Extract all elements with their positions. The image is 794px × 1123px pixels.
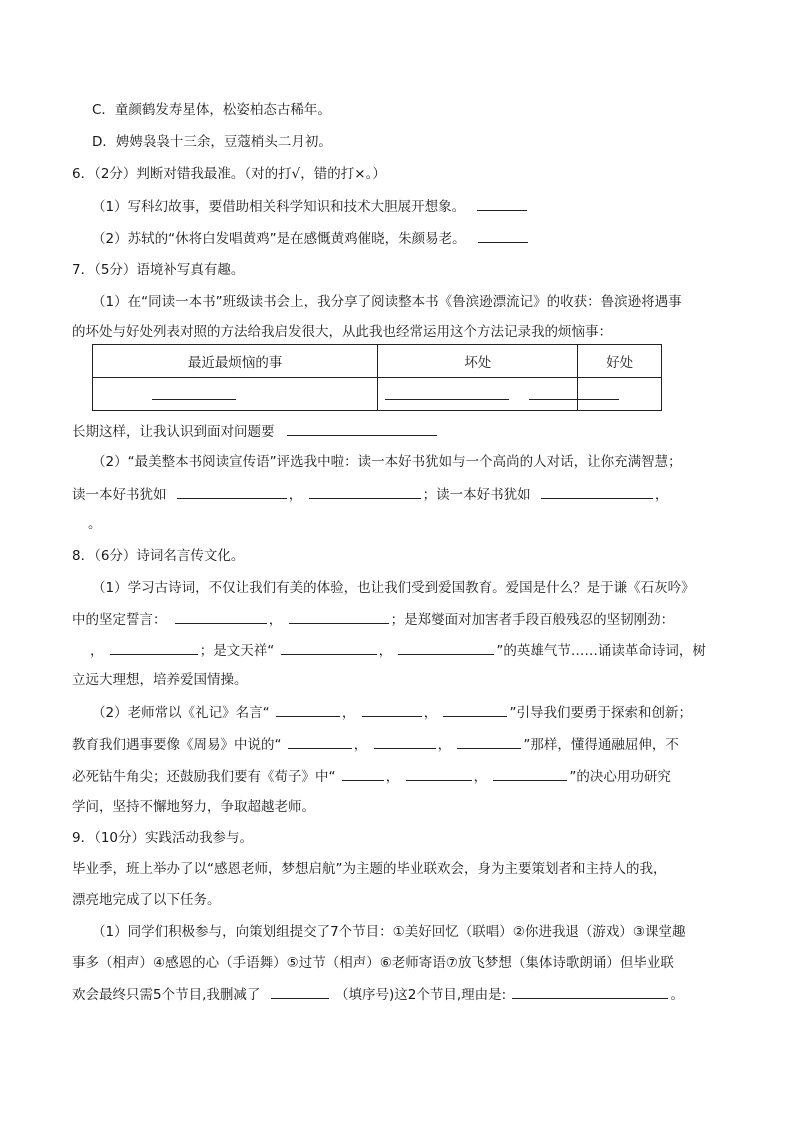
text: 中的坚定誓言： bbox=[72, 612, 167, 628]
question-6-item-1 bbox=[92, 196, 529, 217]
answer-blank[interactable] bbox=[493, 766, 567, 781]
text: ”的英雄气节……诵读革命诗词，树 bbox=[496, 643, 706, 659]
answer-blank[interactable] bbox=[406, 766, 472, 781]
text: （2）老师常以《礼记》名言“ bbox=[92, 705, 270, 721]
question-8-title: 8．（6分）诗词名言传文化。 bbox=[72, 548, 245, 564]
text: ；读一本好书犹如 bbox=[422, 487, 531, 503]
question-9-intro-line-1: 毕业季，班上举办了以“感恩老师，梦想启航”为主题的毕业联欢会，身为主要策划者和主持人的我， bbox=[72, 861, 667, 877]
question-9-item-1-line-3 bbox=[72, 984, 684, 1005]
question-9-intro-line-2: 漂亮地完成了以下任务。 bbox=[72, 892, 221, 908]
question-7-title: 7．（5分）语境补写真有趣。 bbox=[72, 262, 245, 278]
question-7-item-1-line-1: （1）在“同读一本书”班级读书会上，我分享了阅读整本书《鲁滨逊漂流记》的收获：鲁滨逊将遇事 bbox=[92, 294, 682, 310]
text: ， bbox=[90, 643, 104, 659]
question-8-item-2-line-4: 学问，坚持不懈地努力，争取超越老师。 bbox=[72, 799, 315, 815]
answer-blank[interactable] bbox=[541, 484, 653, 499]
question-7-after-table bbox=[72, 421, 439, 442]
answer-blank[interactable] bbox=[177, 484, 287, 499]
text: ”引导我们要勇于探索和创新； bbox=[509, 705, 692, 721]
answer-blank[interactable] bbox=[477, 196, 527, 211]
question-7-item-1-line-2: 的坏处与好处列表对照的方法给我启发很大，从此我也经常运用这个方法记录我的烦恼事： bbox=[72, 324, 612, 340]
text: ， bbox=[288, 487, 303, 503]
text: （填序号)这2个节目,理由是: bbox=[334, 987, 507, 1003]
answer-blank[interactable] bbox=[398, 640, 494, 655]
answer-blank[interactable] bbox=[374, 734, 436, 749]
answer-blank[interactable] bbox=[342, 766, 384, 781]
text: ， bbox=[341, 705, 356, 721]
text: 教育我们遇事要像《周易》中说的“ bbox=[72, 737, 282, 753]
answer-blank[interactable] bbox=[281, 640, 377, 655]
question-9-title: 9．（10分）实践活动我参与。 bbox=[72, 830, 254, 846]
text: 必死钻牛角尖；还鼓励我们要有《荀子》中“ bbox=[72, 769, 336, 785]
text: ；是文天祥“ bbox=[199, 643, 275, 659]
table-header: 最近最烦恼的事 bbox=[93, 345, 378, 378]
text: 欢会最终只需5个节目,我删减了 bbox=[72, 987, 261, 1003]
table-header: 坏处 bbox=[378, 345, 578, 378]
text: ， bbox=[654, 487, 669, 503]
question-6-title: 6．（2分）判断对错我最准。（对的打√，错的打×。） bbox=[72, 166, 386, 182]
question-6-item-2 bbox=[92, 228, 530, 249]
answer-blank[interactable] bbox=[512, 984, 668, 999]
question-7-item-2-line-1: （2）“最美整本书阅读宣传语”评选我中啦：读一本好书犹如与一个高尚的人对话，让你充满智慧； bbox=[92, 454, 682, 470]
question-9-item-1-line-2: 事多（相声）④感恩的心（手语舞）⑤过节（相声）⑥老师寄语⑦放飞梦想（集体诗歌朗诵）但毕业联 bbox=[72, 955, 674, 971]
text: ， bbox=[473, 769, 488, 785]
answer-blank[interactable] bbox=[457, 734, 521, 749]
question-8-item-1-line-3 bbox=[90, 640, 706, 661]
text: 长期这样，让我认识到面对问题要 bbox=[72, 424, 275, 440]
table-header: 好处 bbox=[578, 345, 662, 378]
text: ， bbox=[437, 737, 452, 753]
text: ；是郑燮面对加害者手段百般残忍的坚韧刚劲： bbox=[390, 612, 675, 628]
option-c: C．童颜鹤发寿星体，松姿柏态古稀年。 bbox=[92, 102, 331, 118]
answer-blank[interactable] bbox=[276, 702, 340, 717]
pros-cons-table bbox=[92, 344, 662, 411]
answer-blank[interactable] bbox=[288, 734, 352, 749]
answer-blank[interactable] bbox=[443, 702, 507, 717]
answer-blank[interactable] bbox=[152, 385, 236, 400]
text: ， bbox=[353, 737, 368, 753]
answer-blank[interactable] bbox=[478, 228, 528, 243]
table-cell bbox=[578, 378, 662, 411]
text: ， bbox=[423, 705, 438, 721]
question-9-item-1-line-1: （1）同学们积极参与，向策划组提交了7个节目：①美好回忆（联唱）②你进我退（游戏）③课堂趣 bbox=[92, 924, 686, 940]
question-8-item-2-line-3 bbox=[72, 766, 671, 787]
text: ， bbox=[378, 643, 393, 659]
question-8-item-2-line-1 bbox=[92, 702, 692, 723]
text: ”的决心用功研究 bbox=[569, 769, 671, 785]
text: 。 bbox=[670, 987, 684, 1003]
text: （1）写科幻故事，要借助相关科学知识和技术大胆展开想象。 bbox=[92, 199, 466, 215]
text: ”那样，懂得通融屈伸，不 bbox=[523, 737, 679, 753]
question-7-item-2-line-3: 。 bbox=[88, 516, 102, 532]
answer-blank[interactable] bbox=[529, 385, 619, 400]
text: ， bbox=[268, 612, 283, 628]
question-7-item-2-line-2 bbox=[72, 484, 668, 505]
question-8-item-1-line-1: （1）学习古诗词，不仅让我们有美的体验，也让我们受到爱国教育。爱国是什么？是于谦《石灰吟》 bbox=[92, 580, 695, 596]
answer-blank[interactable] bbox=[362, 702, 422, 717]
answer-blank[interactable] bbox=[110, 640, 198, 655]
answer-blank[interactable] bbox=[287, 421, 437, 436]
question-8-item-1-line-4: 立远大理想，培养爱国情操。 bbox=[72, 672, 248, 688]
question-8-item-2-line-2 bbox=[72, 734, 679, 755]
answer-blank[interactable] bbox=[175, 609, 267, 624]
option-d: D．娉娉袅袅十三余，豆蔻梢头二月初。 bbox=[92, 134, 332, 150]
answer-blank[interactable] bbox=[309, 484, 421, 499]
answer-blank[interactable] bbox=[385, 385, 509, 400]
text: 读一本好书犹如 bbox=[72, 487, 167, 503]
answer-blank[interactable] bbox=[289, 609, 389, 624]
question-8-item-1-line-2 bbox=[72, 609, 674, 630]
table-cell bbox=[93, 378, 378, 411]
text: ， bbox=[385, 769, 400, 785]
text: （2）苏轼的“休将白发唱黄鸡”是在感慨黄鸡催晓，朱颜易老。 bbox=[92, 231, 466, 247]
answer-blank[interactable] bbox=[271, 984, 329, 999]
